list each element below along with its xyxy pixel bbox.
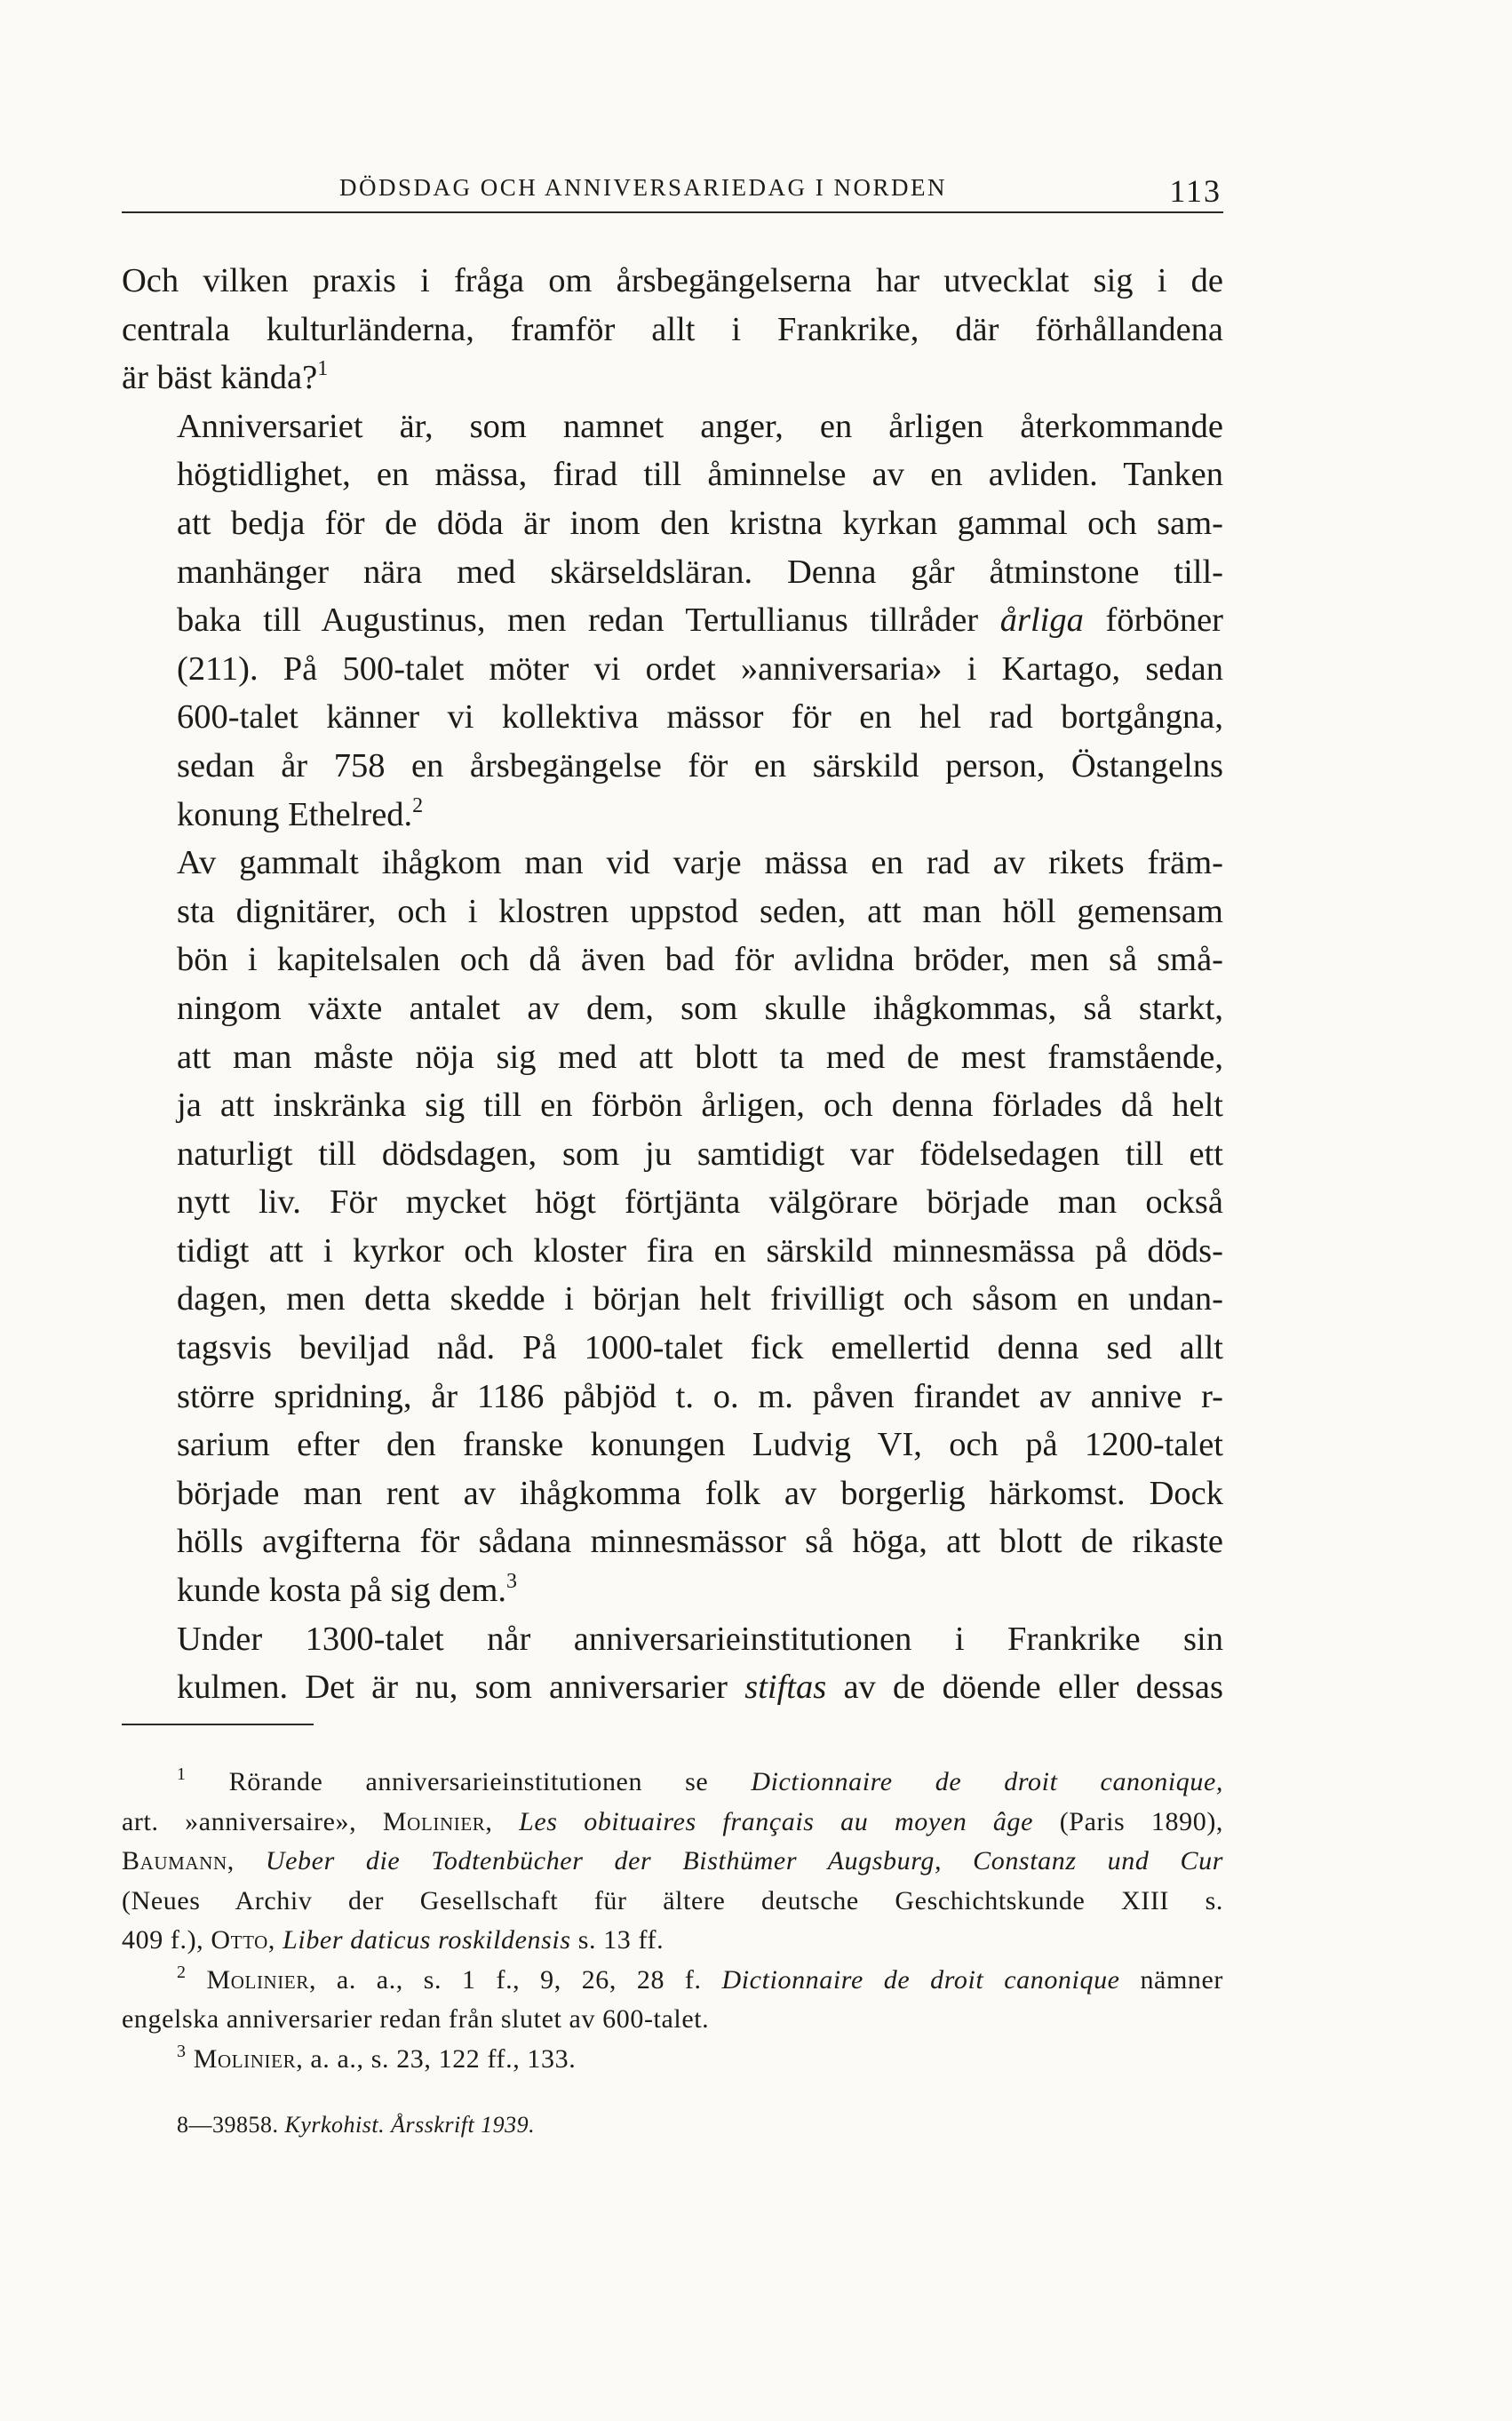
line: högtidlighet, en mässa, firad till åminnelse av en avliden. Tanken [177, 456, 1223, 494]
line: Av gammalt ihågkom man vid varje mässa en rad av rikets främ- [177, 844, 1223, 882]
line: dagen, men detta skedde i början helt frivilligt och såsom en undan- [177, 1280, 1223, 1318]
paragraph-4 [122, 1615, 1223, 1712]
footnote-ref-1[interactable]: 1 [317, 357, 329, 381]
footnote-ref-2[interactable]: 2 [412, 793, 424, 817]
line: sedan år 758 en årsbegängelse för en särskild person, Östangelns [177, 746, 1223, 784]
line: Baumann, Ueber die Todtenbücher der Bisthümer Augsburg, Constanz und Cur [122, 1846, 1223, 1875]
line: (Neues Archiv der Gesellschaft für ältere deutsche Geschichtskunde XIII s. [122, 1885, 1223, 1915]
line: är bäst kända?$^1$ [122, 357, 329, 397]
line: 600-talet känner vi kollektiva mässor för en hel rad bortgångna, [177, 698, 1223, 737]
line: bön i kapitelsalen och då även bad för avlidna bröder, men så små- [177, 941, 1223, 979]
page-number: 113 [1169, 173, 1222, 209]
line: kulmen. Det är nu, som anniversarier stiftas av de döende eller dessas [177, 1668, 1223, 1707]
line: att bedja för de döda är inom den kristna kyrkan gammal och sam- [177, 504, 1223, 542]
imprint-code: 8—39858. [177, 2112, 285, 2138]
paragraph-2 [122, 402, 1223, 839]
line: $^1$ Rörande anniversarieinstitutionen se Dictionnaire de droit canonique, [177, 1764, 1223, 1796]
line: $^2$ Molinier, a. a., s. 1 f., 9, 26, 28 f. Dictionnaire de droit canonique nämner [177, 1962, 1224, 1995]
imprint-title: Kyrkohist. Årsskrift 1939. [284, 2112, 536, 2138]
running-head: DÖDSDAG OCH ANNIVERSARIEDAG I NORDEN [339, 174, 947, 201]
line: Under 1300-talet når anniversarieinstitutionen i Frankrike sin [177, 1620, 1223, 1658]
line: sarium efter den franske konungen Ludvig VI, och på 1200-talet [177, 1426, 1223, 1464]
line: $^3$ Molinier, a. a., s. 23, 122 ff., 133. [177, 2041, 577, 2074]
line: engelska anniversarier redan från slutet av 600-talet. [122, 2004, 710, 2034]
footnote-1 [122, 1763, 1223, 1961]
line: sta dignitärer, och i klostren uppstod seden, att man höll gemensam [177, 892, 1223, 930]
emphasis: stiftas [744, 1668, 827, 1707]
line: började man rent av ihågkomma folk av borgerlig härkomst. Dock [177, 1474, 1223, 1512]
line: ja att inskränka sig till en förbön årligen, och denna förlades då helt [177, 1087, 1223, 1125]
body-text [122, 257, 1223, 1712]
footnote-ref-3[interactable]: 3 [506, 1570, 518, 1594]
footnote-3 [122, 2040, 1223, 2080]
emphasis: årliga [999, 601, 1084, 640]
line: Och vilken praxis i fråga om årsbegängelserna har utvecklat sig i de [122, 262, 1223, 299]
imprint-line [177, 2112, 535, 2138]
line: tagsvis beviljad nåd. På 1000-talet fick emellertid denna sed allt [177, 1329, 1223, 1367]
line: ningom växte antalet av dem, som skulle ihågkommas, så starkt, [177, 989, 1223, 1027]
paragraph-3 [122, 839, 1223, 1615]
line: centrala kulturländerna, framför allt i Frankrike, där förhållandena [122, 310, 1223, 348]
line: hölls avgifterna för sådana minnesmässor så höga, att blott de rikaste [177, 1523, 1223, 1561]
footnotes [122, 1763, 1223, 2079]
line: att man måste nöja sig med att blott ta med de mest framstående, [177, 1038, 1223, 1076]
line: 409 f.), Otto, Liber daticus roskildensis s. 13 ff. [122, 1925, 664, 1955]
line: art. »anniversaire», Molinier, Les obituaires français au moyen âge (Paris 1890), [122, 1806, 1224, 1836]
line: större spridning, år 1186 påbjöd t. o. m. påven firandet av annive r- [177, 1377, 1223, 1415]
page-header [122, 174, 1223, 213]
line: baka till Augustinus, men redan Tertullianus tillråder årliga förböner [177, 601, 1223, 640]
line: Anniversariet är, som namnet anger, en årligen återkommande [177, 407, 1223, 445]
line: naturligt till dödsdagen, som ju samtidigt var födelsedagen till ett [177, 1135, 1223, 1173]
line: konung Ethelred.$^2$ [177, 793, 424, 833]
paragraph-1 [122, 257, 1223, 402]
line: (211). På 500-talet möter vi ordet »anniversaria» i Kartago, sedan [177, 649, 1223, 688]
line: manhänger nära med skärseldsläran. Denna går åtminstone till- [177, 553, 1223, 591]
footnote-2 [122, 1961, 1223, 2040]
line: kunde kosta på sig dem.$^3$ [177, 1570, 518, 1610]
line: tidigt att i kyrkor och kloster fira en särskild minnesmässa på döds- [177, 1231, 1223, 1270]
footnote-divider [122, 1724, 314, 1725]
line: nytt liv. För mycket högt förtjänta välgörare började man också [177, 1183, 1223, 1222]
